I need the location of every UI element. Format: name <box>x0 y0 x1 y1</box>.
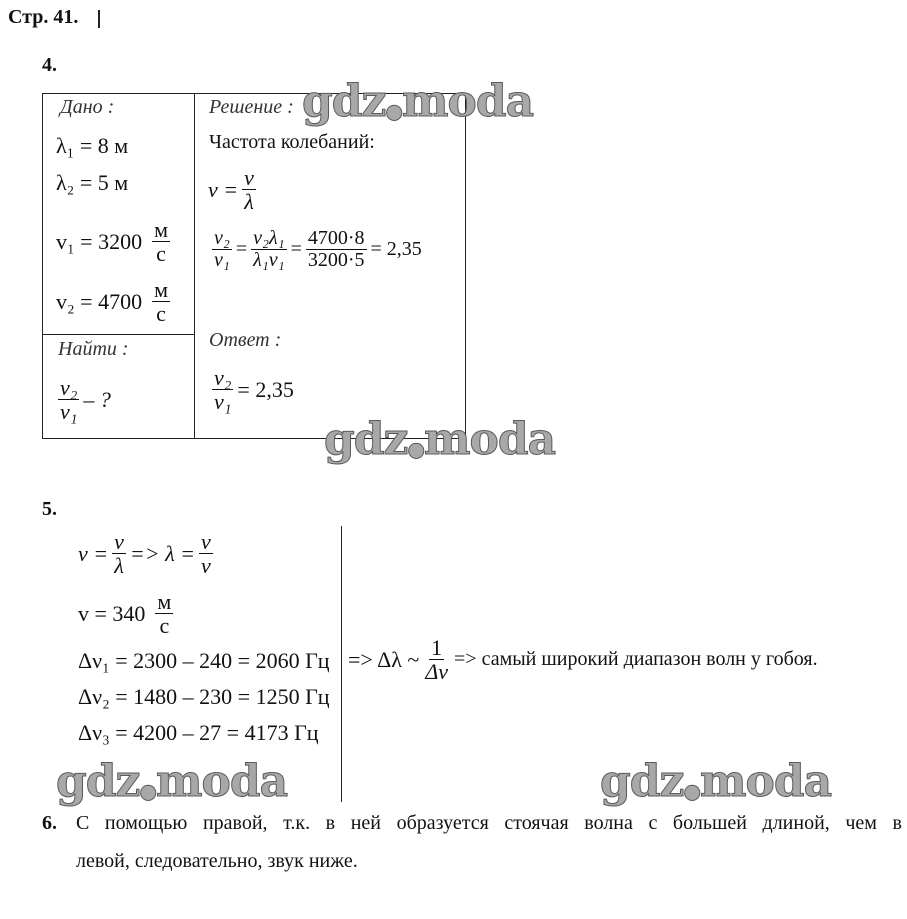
unit-denominator: с <box>156 301 166 327</box>
task4-number: 4. <box>42 54 57 76</box>
find-denominator: ν₁ <box>60 399 78 425</box>
conclusion-denominator: Δν <box>425 659 449 685</box>
find-expression <box>54 376 111 423</box>
answer-denominator: ν₁ <box>214 389 232 415</box>
given-lambda2: λ₂ = 5 м <box>56 170 129 195</box>
ratio-mid-denominator: λ₁v₁ <box>253 249 285 271</box>
answer-fraction <box>212 366 233 413</box>
answer-expression <box>208 366 294 413</box>
given-v2-unit <box>152 278 170 325</box>
task6-number: 6. <box>42 812 57 834</box>
find-label: Найти : <box>58 338 129 360</box>
f1-denominator2: ν <box>200 553 211 579</box>
task6-line2: левой, следовательно, звук ниже. <box>76 850 358 872</box>
ratio-result: = 2,35 <box>370 238 422 260</box>
frequency-text: Частота колебаний: <box>209 131 375 153</box>
unit-numerator: м <box>154 217 168 242</box>
conclusion-numerator: 1 <box>431 635 443 660</box>
unit-denominator: с <box>156 241 166 267</box>
find-numerator: ν₂ <box>60 375 78 400</box>
f1-numerator2: v <box>200 529 211 554</box>
task5-conclusion <box>348 636 818 683</box>
answer-value: = 2,35 <box>237 376 294 402</box>
given-v1 <box>56 218 174 265</box>
cursor-mark <box>98 10 100 28</box>
task5-delta2: Δν₂ = 1480 – 230 = 1250 Гц <box>78 684 330 709</box>
find-question: – ? <box>83 386 111 412</box>
task5-divider <box>341 526 342 802</box>
table-divider <box>194 93 195 439</box>
ratio-fraction <box>212 228 232 271</box>
task5-number: 5. <box>42 498 57 520</box>
ratio-calc-numerator: 4700·8 <box>307 227 365 249</box>
given-v2 <box>56 278 174 325</box>
speed-lhs: v = 340 <box>78 600 146 626</box>
given-v1-value: v₁ = 3200 <box>56 228 143 254</box>
ratio-calc-fraction <box>306 228 367 271</box>
conclusion-text: => самый широкий диапазон волн у гобоя. <box>454 648 818 671</box>
conclusion-fraction <box>423 636 450 683</box>
speed-unit-denominator: с <box>159 613 170 639</box>
f1-mid: => λ = <box>129 540 195 566</box>
table-left-border <box>42 93 43 439</box>
conclusion-prefix: => Δλ ~ <box>348 646 420 672</box>
ratio-formula: $\frac{\text{ν₂}}{\text{ν₁}}$ = $\frac{\text{v₂λ₁}}{\text{λ₁v₁}}$ = $\frac{4700\cdot 8}{3200\cdot 5}$ = 2,35 <box>214 227 422 271</box>
ratio-calc-denominator: 3200·5 <box>307 249 365 271</box>
speed-unit-numerator: м <box>157 589 172 614</box>
speed-unit <box>155 590 173 637</box>
unit-numerator: м <box>154 277 168 302</box>
formula-numerator: v <box>244 165 254 190</box>
formula-fraction <box>242 166 256 213</box>
watermark-logo: gdz●moda <box>302 76 534 127</box>
f1-fraction <box>112 530 126 577</box>
page-label: Стр. 41. <box>8 6 79 28</box>
given-find-separator <box>42 334 195 335</box>
find-fraction <box>58 376 79 423</box>
given-label: Дано : <box>60 96 115 118</box>
formula-lhs: ν = <box>208 176 239 202</box>
watermark-logo: gdz●moda <box>324 414 556 465</box>
ratio-mid-numerator: v₂λ₁ <box>253 227 285 249</box>
f1-numerator: v <box>114 529 124 554</box>
task5-speed <box>78 590 177 637</box>
answer-label: Ответ : <box>209 329 282 351</box>
given-lambda1: λ₁ = 8 м <box>56 133 129 158</box>
watermark-logo: gdz●moda <box>56 756 288 807</box>
f1-denominator: λ <box>114 553 124 579</box>
given-v2-value: v₂ = 4700 <box>56 288 143 314</box>
given-v1-unit <box>152 218 170 265</box>
table-right-border <box>465 93 466 439</box>
ratio-mid-fraction <box>251 228 286 271</box>
answer-numerator: ν₂ <box>214 365 232 390</box>
watermark-logo: gdz●moda <box>600 756 832 807</box>
ratio-denominator: ν₁ <box>214 249 230 271</box>
ratio-numerator: ν₂ <box>214 227 230 249</box>
formula-denominator: λ <box>244 189 254 215</box>
f1-lhs: ν = <box>78 540 109 566</box>
f1-fraction2 <box>199 530 213 577</box>
solution-label: Решение : <box>209 96 294 118</box>
frequency-formula <box>208 166 260 213</box>
task5-delta3: Δν₃ = 4200 – 27 = 4173 Гц <box>78 720 319 745</box>
task5-formula1 <box>78 530 217 577</box>
task5-delta1: Δν₁ = 2300 – 240 = 2060 Гц <box>78 648 330 673</box>
task6-line1: С помощью правой, т.к. в ней образуется стоячая волна с большей длиной, чем в <box>76 812 902 834</box>
